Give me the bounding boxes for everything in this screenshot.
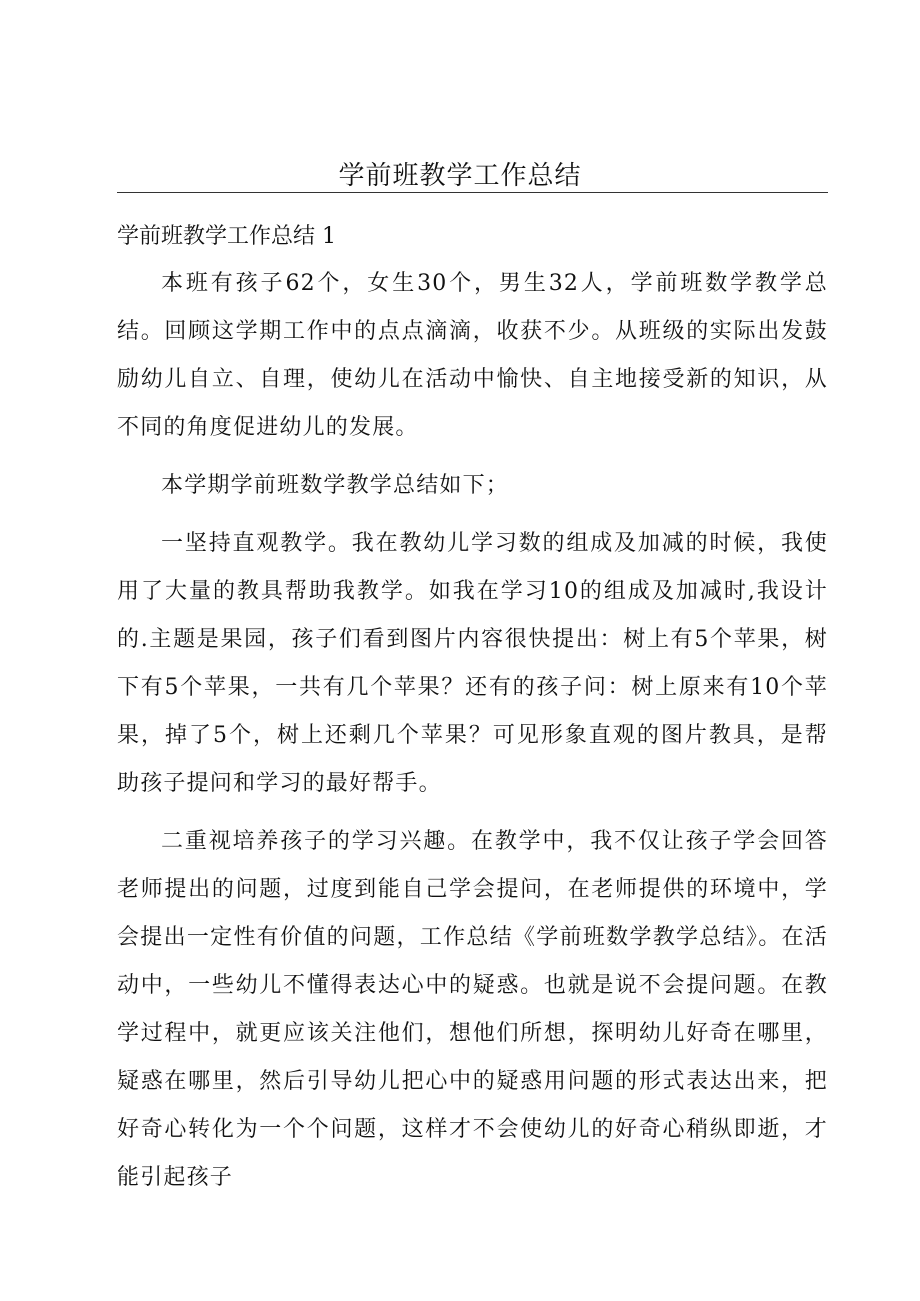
- document-body: [117, 218, 828, 1202]
- paragraph-3: 一坚持直观教学。我在教幼儿学习数的组成及加减的时候，我使用了大量的教具帮助我教学。如我在学习10的组成及加减时,我设计的.主题是果园，孩子们看到图片内容很快提出：树上有5个苹果，树下有5个苹果，一共有几个苹果？还有的孩子问：树上原来有10个苹果，掉了5个，树上还剩几个苹果？可见形象直观的图片教具，是帮助孩子提问和学习的最好帮手。: [117, 531, 828, 796]
- document-title: 学前班教学工作总结: [338, 161, 582, 191]
- paragraph-1: 本班有孩子62个，女生30个，男生32人，学前班数学教学总结。回顾这学期工作中的点点滴滴，收获不少。从班级的实际出发鼓励幼儿自立、自理，使幼儿在活动中愉快、自主地接受新的知识，从不同的角度促进幼儿的发展。: [117, 271, 828, 440]
- paragraph-2: 本学期学前班数学教学总结如下；: [161, 473, 510, 498]
- section-heading: 学前班教学工作总结 1: [117, 224, 336, 249]
- paragraph-4: 二重视培养孩子的学习兴趣。在教学中，我不仅让孩子学会回答老师提出的问题，过度到能自己学会提问，在老师提供的环境中，学会提出一定性有价值的问题，工作总结《学前班数学教学总结》。在活动中，一些幼儿不懂得表达心中的疑惑。也就是说不会提问题。在教学过程中，就更应该关注他们，想他们所想，探明幼儿好奇在哪里，疑惑在哪里，然后引导幼儿把心中的疑惑用问题的形式表达出来，把好奇心转化为一个个问题，这样才不会使幼儿的好奇心稍纵即逝，才能引起孩子: [117, 829, 828, 1190]
- title-divider: [117, 192, 828, 193]
